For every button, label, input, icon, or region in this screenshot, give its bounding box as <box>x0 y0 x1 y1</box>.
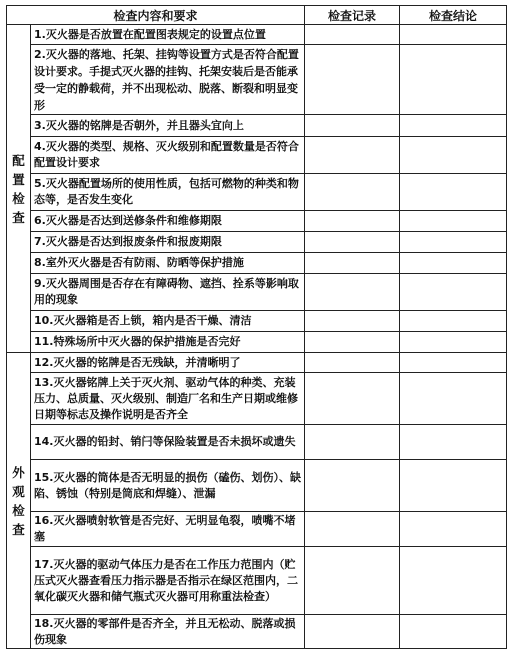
conclusion-cell[interactable] <box>400 25 507 45</box>
table-row <box>7 353 507 373</box>
table-row <box>7 232 507 253</box>
table-row <box>7 174 507 211</box>
record-cell[interactable] <box>305 174 400 211</box>
inspection-table <box>6 5 507 649</box>
record-cell[interactable] <box>305 460 400 512</box>
check-item-17: 17.灭火器的驱动气体压力是否在工作压力范围内（贮压式灭火器查看压力指示器是否指示在绿区范围内，二氧化碳灭火器和储气瓶式灭火器可用称重法检查） <box>31 547 305 615</box>
conclusion-cell[interactable] <box>400 460 507 512</box>
check-item-7: 7.灭火器是否达到报废条件和报废期限 <box>31 232 305 253</box>
check-item-9: 9.灭火器周围是否存在有障碍物、遮挡、拴系等影响取用的现象 <box>31 274 305 311</box>
conclusion-cell[interactable] <box>400 373 507 425</box>
header-record: 检查记录 <box>305 6 400 25</box>
record-cell[interactable] <box>305 425 400 460</box>
conclusion-cell[interactable] <box>400 115 507 137</box>
table-row <box>7 25 507 45</box>
check-item-14: 14.灭火器的铅封、销闩等保险装置是否未损坏或遗失 <box>31 425 305 460</box>
table-row <box>7 211 507 232</box>
header-content: 检查内容和要求 <box>7 6 305 25</box>
check-item-4: 4.灭火器的类型、规格、灭火级别和配置数量是否符合配置设计要求 <box>31 137 305 174</box>
table-row <box>7 547 507 615</box>
table-row <box>7 512 507 547</box>
table-row <box>7 274 507 311</box>
conclusion-cell[interactable] <box>400 274 507 311</box>
record-cell[interactable] <box>305 115 400 137</box>
table-row <box>7 311 507 332</box>
record-cell[interactable] <box>305 25 400 45</box>
conclusion-cell[interactable] <box>400 353 507 373</box>
record-cell[interactable] <box>305 512 400 547</box>
header-conclusion: 检查结论 <box>400 6 507 25</box>
conclusion-cell[interactable] <box>400 253 507 274</box>
table-row <box>7 45 507 115</box>
check-item-11: 11.特殊场所中灭火器的保护措施是否完好 <box>31 332 305 353</box>
check-item-10: 10.灭火器箱是否上锁，箱内是否干燥、清洁 <box>31 311 305 332</box>
conclusion-cell[interactable] <box>400 137 507 174</box>
table-row <box>7 373 507 425</box>
conclusion-cell[interactable] <box>400 232 507 253</box>
conclusion-cell[interactable] <box>400 512 507 547</box>
check-item-8: 8.室外灭火器是否有防雨、防晒等保护措施 <box>31 253 305 274</box>
record-cell[interactable] <box>305 232 400 253</box>
table-row <box>7 460 507 512</box>
check-item-5: 5.灭火器配置场所的使用性质，包括可燃物的种类和物态等，是否发生变化 <box>31 174 305 211</box>
record-cell[interactable] <box>305 547 400 615</box>
section-label-config: 配 置 检 查 <box>7 25 31 353</box>
check-item-6: 6.灭火器是否达到送修条件和维修期限 <box>31 211 305 232</box>
check-item-15: 15.灭火器的筒体是否无明显的损伤（磕伤、划伤）、缺陷、锈蚀（特别是筒底和焊缝）、泄漏 <box>31 460 305 512</box>
check-item-18: 18.灭火器的零部件是否齐全，并且无松动、脱落或损伤现象 <box>31 615 305 649</box>
conclusion-cell[interactable] <box>400 174 507 211</box>
check-item-3: 3.灭火器的铭牌是否朝外，并且器头宜向上 <box>31 115 305 137</box>
record-cell[interactable] <box>305 253 400 274</box>
record-cell[interactable] <box>305 353 400 373</box>
check-item-2: 2.灭火器的落地、托架、挂钩等设置方式是否符合配置设计要求。手提式灭火器的挂钩、托架安装后是否能承受一定的静载荷，并不出现松动、脱落、断裂和明显变形 <box>31 45 305 115</box>
record-cell[interactable] <box>305 332 400 353</box>
record-cell[interactable] <box>305 373 400 425</box>
conclusion-cell[interactable] <box>400 311 507 332</box>
section-label-appearance: 外 观 检 查 <box>7 353 31 649</box>
conclusion-cell[interactable] <box>400 615 507 649</box>
table-row <box>7 253 507 274</box>
table-row <box>7 115 507 137</box>
conclusion-cell[interactable] <box>400 332 507 353</box>
check-item-13: 13.灭火器铭牌上关于灭火剂、驱动气体的种类、充装压力、总质量、灭火级别、制造厂名和生产日期或维修日期等标志及操作说明是否齐全 <box>31 373 305 425</box>
check-item-1: 1.灭火器是否放置在配置图表规定的设置点位置 <box>31 25 305 45</box>
check-item-16: 16.灭火器喷射软管是否完好、无明显龟裂，喷嘴不堵塞 <box>31 512 305 547</box>
record-cell[interactable] <box>305 45 400 115</box>
table-row <box>7 615 507 649</box>
record-cell[interactable] <box>305 211 400 232</box>
record-cell[interactable] <box>305 615 400 649</box>
record-cell[interactable] <box>305 137 400 174</box>
conclusion-cell[interactable] <box>400 425 507 460</box>
conclusion-cell[interactable] <box>400 547 507 615</box>
conclusion-cell[interactable] <box>400 211 507 232</box>
check-item-12: 12.灭火器的铭牌是否无残缺，并清晰明了 <box>31 353 305 373</box>
record-cell[interactable] <box>305 311 400 332</box>
table-row <box>7 137 507 174</box>
header-row <box>7 6 507 25</box>
record-cell[interactable] <box>305 274 400 311</box>
conclusion-cell[interactable] <box>400 45 507 115</box>
table-row <box>7 425 507 460</box>
table-row <box>7 332 507 353</box>
